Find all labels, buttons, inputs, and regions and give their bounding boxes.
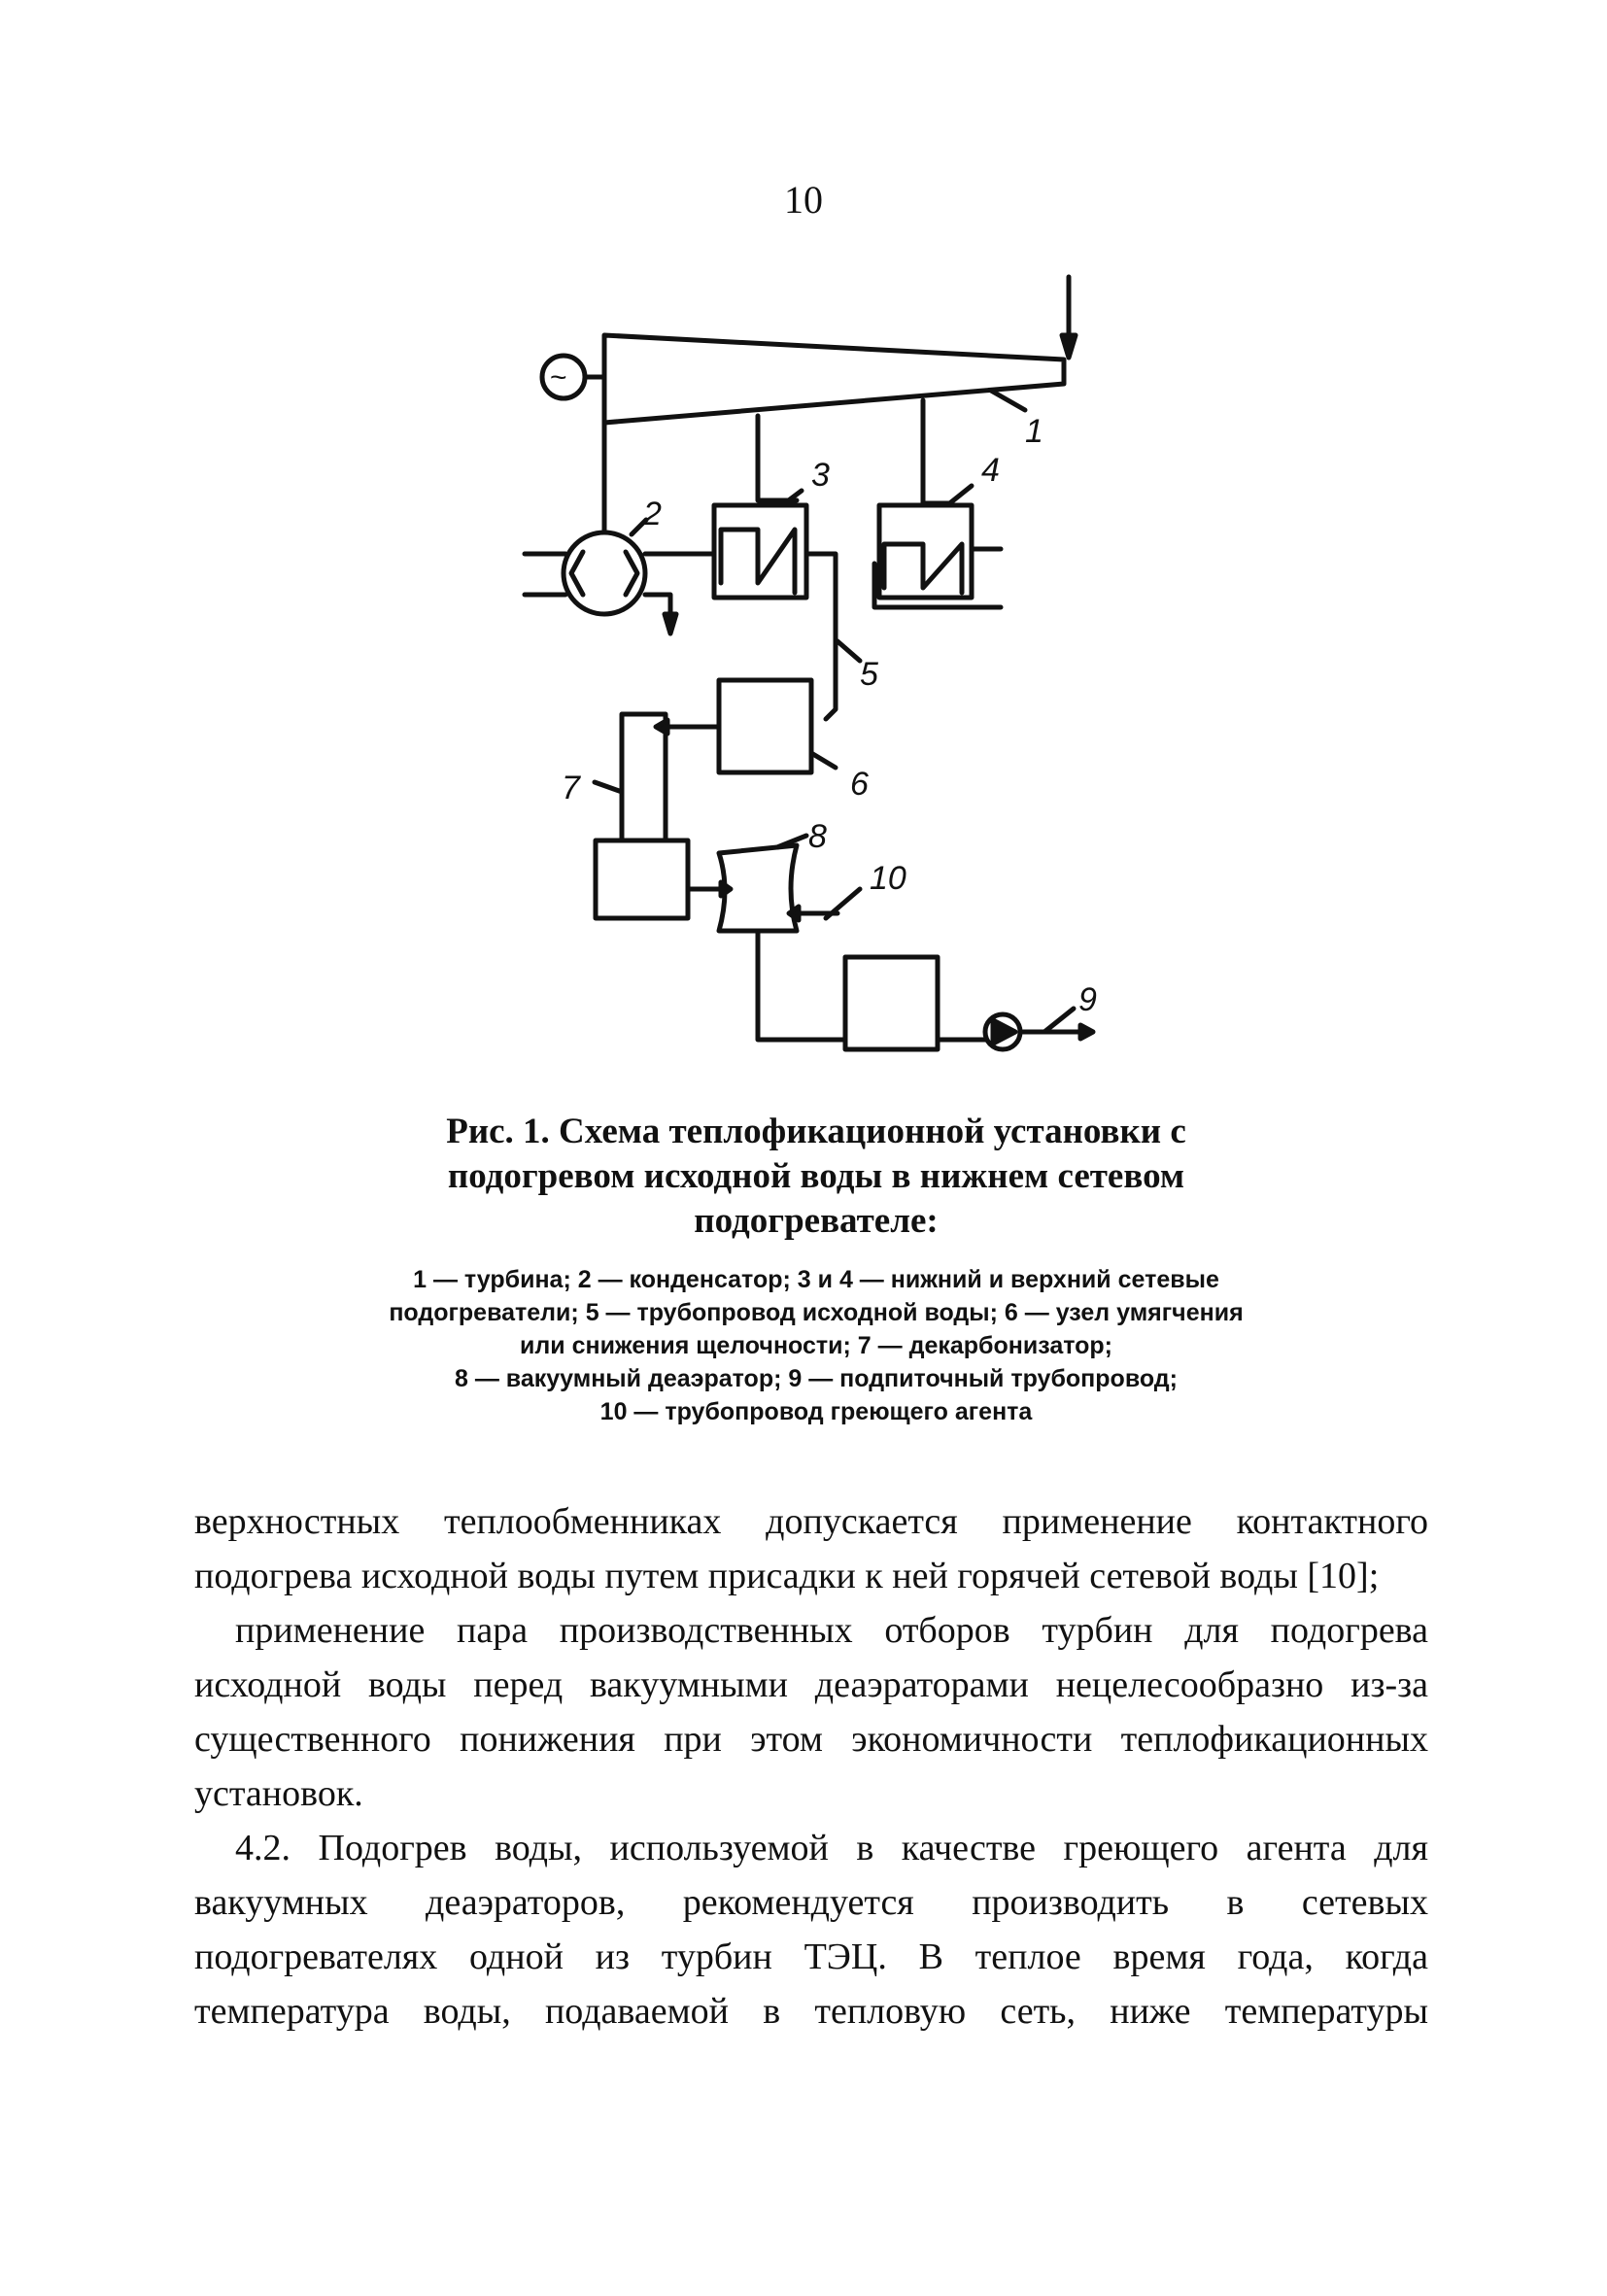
leader-5 bbox=[838, 641, 860, 661]
caption-title: Рис. 1. Схема теплофикационной установки с подогревом исходной воды в нижнем сетевом подогревателе: bbox=[446, 1112, 1186, 1241]
label-9: 9 bbox=[1078, 981, 1097, 1018]
condenser-tubes-right bbox=[626, 552, 637, 595]
storage-tank bbox=[845, 957, 938, 1049]
legend-line: 10 — трубопровод греющего агента bbox=[599, 1398, 1033, 1425]
leader-9 bbox=[1044, 1009, 1074, 1032]
page-number: 10 bbox=[784, 178, 823, 222]
steam-inlet-arrowhead bbox=[1062, 335, 1076, 358]
label-6: 6 bbox=[850, 766, 869, 803]
leader-6 bbox=[811, 753, 836, 768]
heater-4-coil bbox=[884, 544, 962, 593]
label-5: 5 bbox=[860, 656, 878, 693]
deaerator-arrow bbox=[721, 882, 731, 896]
label-10: 10 bbox=[870, 860, 906, 897]
leader-7 bbox=[595, 782, 622, 792]
legend-line: или снижения щелочности; 7 — декарбонизатор; bbox=[520, 1332, 1112, 1359]
legend-line: 1 — турбина; 2 — конденсатор; 3 и 4 — нижний и верхний сетевые bbox=[413, 1266, 1219, 1293]
condenser bbox=[564, 532, 645, 614]
label-2: 2 bbox=[643, 496, 662, 532]
legend-line: подогреватели; 5 — трубопровод исходной воды; 6 — узел умягчения bbox=[389, 1299, 1244, 1326]
paragraph: применение пара производственных отборов турбин для подогрева исходной воды перед вакуумными деаэраторами нецелесообразно из-за существенного понижения при этом экономичности теплофикационных установок. bbox=[194, 1610, 1428, 1814]
pump-triangle bbox=[993, 1020, 1015, 1044]
extraction-line-3 bbox=[758, 416, 797, 500]
condenser-outlet-arrow bbox=[665, 614, 676, 634]
turbine bbox=[604, 335, 1064, 423]
label-4: 4 bbox=[981, 452, 1000, 489]
heating-plant-diagram bbox=[0, 0, 1607, 1108]
softening-unit bbox=[719, 680, 811, 772]
label-7: 7 bbox=[562, 770, 580, 806]
label-8: 8 bbox=[808, 818, 827, 855]
body-text bbox=[194, 1494, 1428, 2039]
generator-symbol: ~ bbox=[550, 361, 567, 394]
leader-1 bbox=[991, 391, 1025, 410]
figure-caption bbox=[291, 1110, 1341, 1428]
label-3: 3 bbox=[811, 457, 830, 494]
paragraph: верхностных теплообменниках допускается применение контактного подогрева исходной воды путем присадки к ней горячей сетевой воды [10]; bbox=[194, 1501, 1428, 1596]
deaerator-outlet bbox=[758, 931, 845, 1040]
legend-line: 8 — вакуумный деаэратор; 9 — подпиточный трубопровод; bbox=[454, 1365, 1178, 1392]
decarbonizer bbox=[622, 714, 666, 840]
paragraph: 4.2. Подогрев воды, используемой в качестве греющего агента для вакуумных деаэраторов, рекомендуется производить в сетевых подогревателях одной из турбин ТЭЦ. В теплое время года, когда температура воды, подаваемой в тепловую сеть, ниже температуры bbox=[194, 1828, 1428, 2032]
condenser-tubes-left bbox=[571, 552, 583, 595]
figure-legend bbox=[291, 1263, 1341, 1428]
leader-10 bbox=[826, 889, 860, 918]
label-1: 1 bbox=[1025, 413, 1043, 450]
heater-3-coil bbox=[721, 530, 795, 593]
decarbonizer-tank bbox=[596, 840, 688, 918]
leader-4 bbox=[947, 486, 972, 505]
makeup-arrow bbox=[1080, 1025, 1093, 1039]
block6-arrow bbox=[656, 720, 667, 734]
extraction-line-4 bbox=[923, 400, 952, 503]
